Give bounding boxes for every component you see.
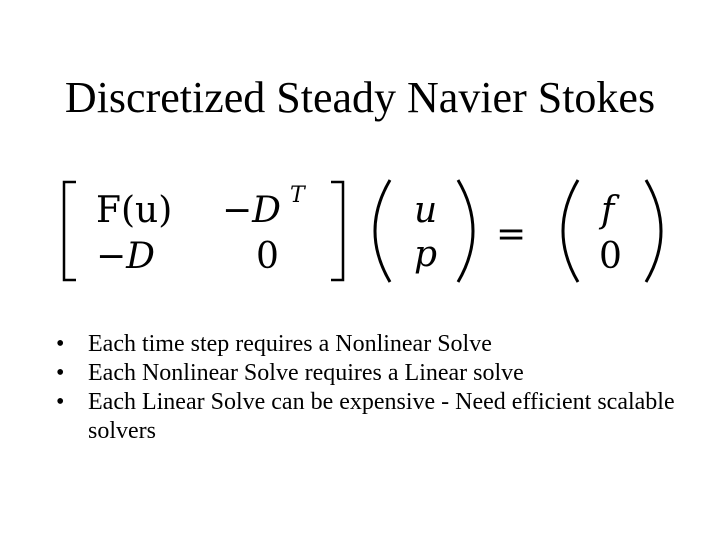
bullet-item	[56, 359, 676, 388]
slide-title: Discretized Steady Navier Stokes	[64, 73, 656, 122]
bullet-text: Each Nonlinear Solve requires a Linear solve	[88, 360, 524, 386]
rhs-f: f	[601, 190, 615, 231]
bullet-item	[56, 330, 676, 359]
bullet-marker: •	[56, 360, 65, 386]
matrix-entry-a12-superscript: T	[290, 183, 305, 208]
rhs-right-paren	[646, 180, 661, 282]
bullet-text: Each time step requires a Nonlinear Solve	[88, 331, 492, 357]
matrix-entry-a12: −D	[222, 190, 282, 231]
matrix-left-bracket	[64, 182, 76, 280]
unknowns-right-paren	[458, 180, 473, 282]
bullet-text: Each Linear Solve can be expensive - Need efficient scalable solvers	[88, 389, 675, 444]
equation-graphic	[56, 170, 666, 290]
bullet-marker: •	[56, 389, 65, 415]
bullet-list	[56, 330, 676, 446]
bullet-item	[56, 388, 676, 446]
unknowns-left-paren	[375, 180, 390, 282]
rhs-left-paren	[563, 180, 578, 282]
matrix-entry-a22: 0	[256, 236, 279, 277]
matrix-right-bracket	[331, 182, 343, 280]
matrix-entry-a21: −D	[96, 236, 156, 277]
unknown-u: u	[414, 190, 438, 231]
unknown-p: p	[414, 234, 438, 275]
matrix-entry-a11: F(u)	[96, 190, 173, 231]
navier-stokes-block-equation	[56, 170, 666, 290]
rhs-zero: 0	[599, 236, 622, 277]
equals-sign: =	[496, 214, 527, 255]
bullet-marker: •	[56, 331, 65, 357]
